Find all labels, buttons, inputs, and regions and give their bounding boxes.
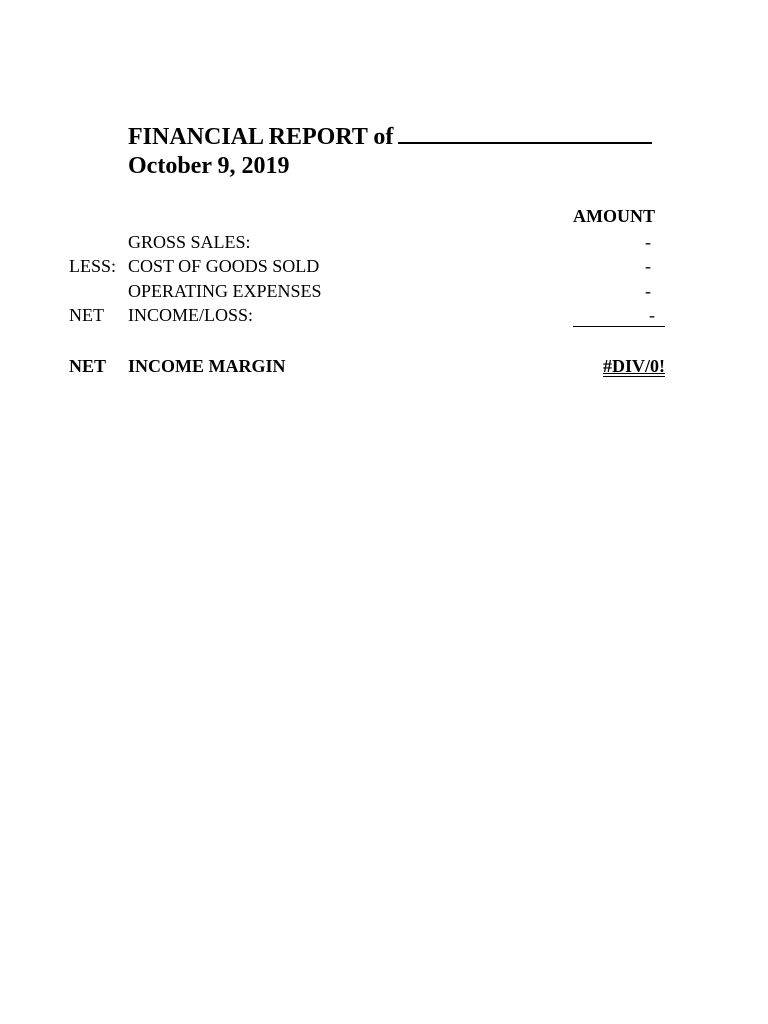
row-amount: -	[645, 232, 651, 252]
report-title-text: FINANCIAL REPORT of	[128, 124, 394, 150]
row-label: OPERATING EXPENSES	[128, 281, 322, 301]
operating-expenses-row	[0, 279, 768, 303]
income-loss-amount-cell	[573, 303, 665, 327]
row-label: INCOME/LOSS:	[128, 305, 254, 325]
gross-sales-row	[0, 230, 768, 254]
cost-of-goods-row	[0, 254, 768, 278]
income-margin-value: #DIV/0!	[603, 356, 665, 376]
report-date: October 9, 2019	[128, 153, 290, 179]
row-prefix: NET	[69, 356, 107, 376]
total-underline	[573, 326, 665, 327]
report-title	[128, 121, 652, 149]
row-label: COST OF GOODS SOLD	[128, 256, 320, 276]
row-label: INCOME MARGIN	[128, 356, 286, 376]
row-amount: -	[645, 281, 651, 301]
amount-header-row	[0, 204, 768, 228]
row-label: GROSS SALES:	[128, 232, 251, 252]
amount-column-header: AMOUNT	[573, 206, 655, 226]
income-margin-row	[0, 354, 768, 378]
row-prefix: LESS:	[69, 256, 117, 276]
row-amount: -	[649, 305, 655, 325]
row-prefix: NET	[69, 305, 104, 325]
company-name-blank	[398, 121, 652, 144]
row-amount: -	[645, 256, 651, 276]
income-loss-row	[0, 303, 768, 327]
